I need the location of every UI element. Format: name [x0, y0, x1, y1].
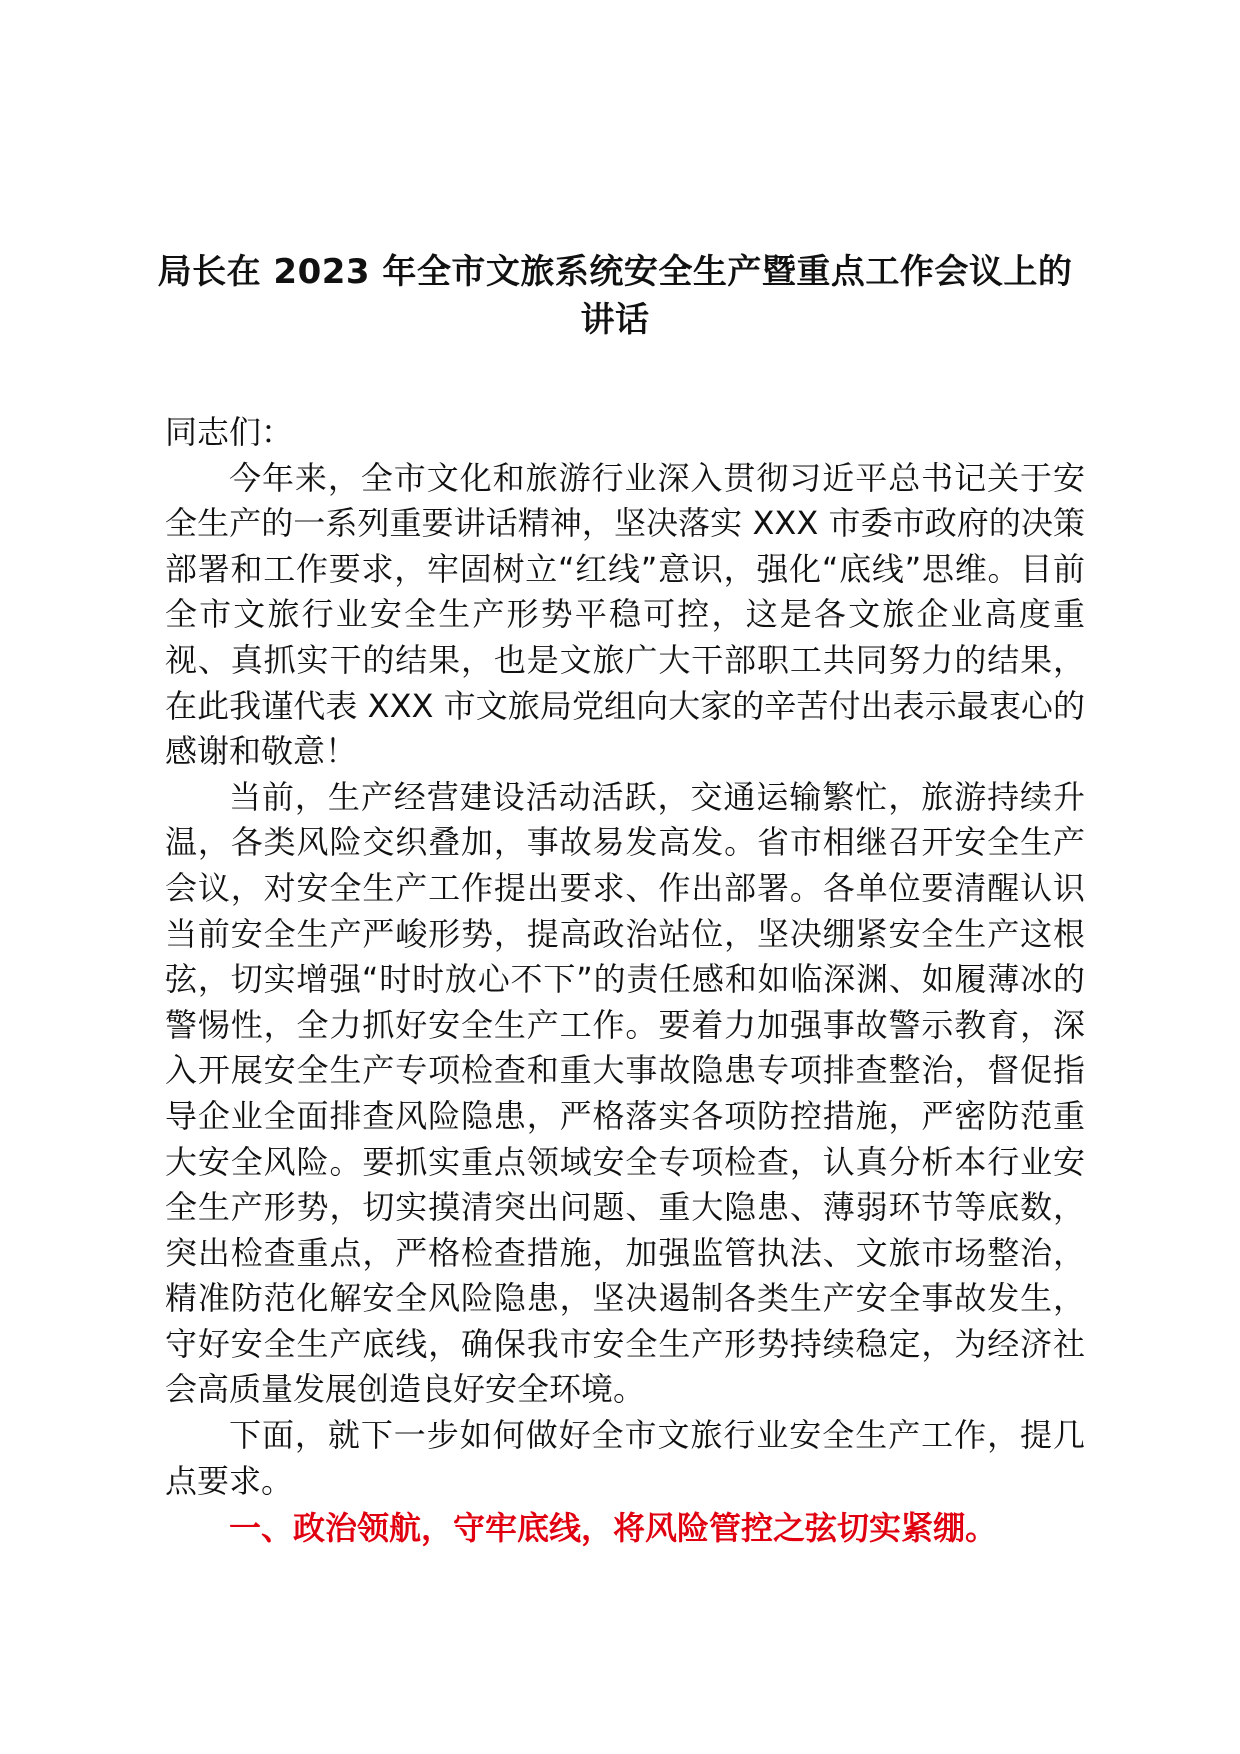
paragraph-2: 当前，生产经营建设活动活跃，交通运输繁忙，旅游持续升温，各类风险交织叠加，事故易发高发。省市相继召开安全生产会议，对安全生产工作提出要求、作出部署。各单位要清醒认识当前安全生产严峻形势，提高政治站位，坚决绷紧安全生产这根弦，切实增强“时时放心不下”的责任感和如临深渊、如履薄冰的警惕性，全力抓好安全生产工作。要着力加强事故警示教育，深入开展安全生产专项检查和重大事故隐患专项排查整治，督促指导企业全面排查风险隐患，严格落实各项防控措施，严密防范重大安全风险。要抓实重点领域安全专项检查，认真分析本行业安全生产形势，切实摸清突出问题、重大隐患、薄弱环节等底数，突出检查重点，严格检查措施，加强监管执法、文旅市场整治，精准防范化解安全风险隐患，坚决遏制各类生产安全事故发生，守好安全生产底线，确保我市安全生产形势持续稳定，为经济社会高质量发展创造良好安全环境。 — [165, 777, 1085, 1409]
document-title: 局长在 2023 年全市文旅系统安全生产暨重点工作会议上的讲话 — [157, 252, 1073, 340]
section-heading-1: 一、政治领航，守牢底线，将风险管控之弦切实紧绷。 — [229, 1509, 998, 1548]
paragraph-3: 下面，就下一步如何做好全市文旅行业安全生产工作，提几点要求。 — [165, 1416, 1085, 1500]
paragraph-1: 今年来，全市文化和旅游行业深入贯彻习近平总书记关于安全生产的一系列重要讲话精神，坚决落实 XXX 市委市政府的决策部署和工作要求，牢固树立“红线”意识，强化“底线”思维。目前全市文旅行业安全生产形势平稳可控，这是各文旅企业高度重视、真抓实干的结果，也是文旅广大干部职工共同努力的结果，在此我谨代表 XXX 市文旅局党组向大家的辛苦付出表示最衷心的感谢和敬意！ — [165, 458, 1085, 771]
document-body — [165, 410, 1085, 1552]
salutation: 同志们： — [165, 413, 294, 451]
